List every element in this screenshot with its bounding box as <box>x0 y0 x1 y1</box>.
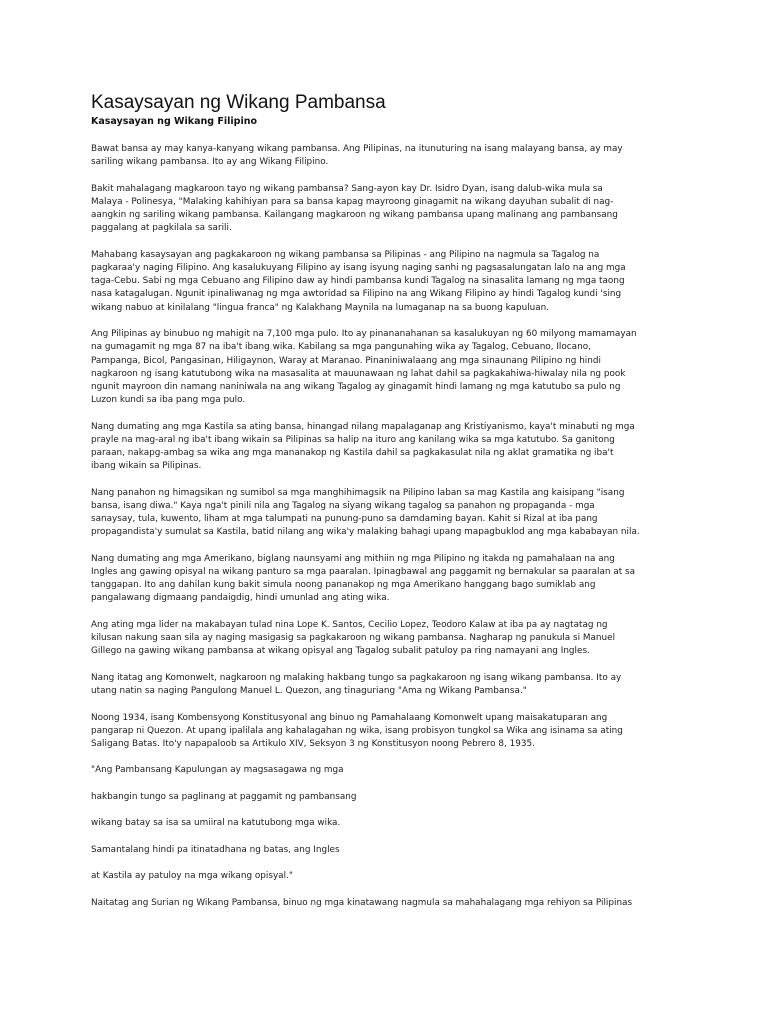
paragraph-line: paraan, nakapg-ambag sa wika ang mga mananakop ng Kastila dahil sa pagkakasulat nila ng aklat gramatika ng iba't <box>91 448 614 459</box>
paragraph-line: ibang wikain sa Pilipinas. <box>91 461 202 472</box>
paragraph-line: tanggapan. Ito ang dahilan kung bakit simula noong pananakop ng mga Amerikano hanggang bago sumiklab ang <box>91 580 596 591</box>
paragraph-line: bansa, isang diwa." Kaya nga't pinili nila ang Tagalog na siyang wikang tagalog sa panahon ng propaganda - mga <box>91 500 595 511</box>
body-paragraph <box>91 143 691 169</box>
paragraph-line: nagkaroon ng isang katutubong wika na masasalita at mauunawaan ng lahat dahil sa pagkakahiwa-hiwalay nila ng pook <box>91 368 626 379</box>
quote-line: "Ang Pambansang Kapulungan ay magsasagawa ng mga <box>91 765 344 776</box>
document-body <box>91 143 691 910</box>
quote-line: at Kastila ay patuloy na mga wikang opisyal." <box>91 871 293 882</box>
paragraph-line: Nang itatag ang Komonwelt, nagkaroon ng malaking hakbang tungo sa pagkakaroon ng isang wikang pambansa. Ito ay <box>91 672 622 683</box>
paragraph-line: Noong 1934, isang Kombensyong Konstitusyonal ang binuo ng Pamahalaang Komonwelt upang maisakatuparan ang <box>91 712 608 723</box>
paragraph-line: kilusan nakung saan sila ay naging masigasig sa pagkakaroon ng wikang pambansa. Nagharap ng panukula si Manuel <box>91 633 616 644</box>
body-paragraph <box>91 249 691 315</box>
paragraph-line: nasa katagalugan. Ngunit ipinaliwanag ng mga awtoridad sa Filipino na ang Wikang Filipino ay hindi Tagalog kundi 'sing <box>91 289 622 300</box>
final-paragraph-line: Naitatag ang Surian ng Wikang Pambansa, binuo ng mga kinatawang nagmula sa mahahalagang mga rehiyon sa Pilipinas <box>91 897 633 908</box>
paragraph-line: Nang dumating ang mga Amerikano, biglang naunsyami ang mithiin ng mga Pilipino ng itakda ng pamahalaan na ang <box>91 553 615 564</box>
paragraph-line: aangkin ng sariling wikang pambansa. Kailangang magkaroon ng wikang pambansa upang malinang ang pambansang <box>91 210 618 221</box>
body-paragraph <box>91 712 691 752</box>
body-paragraph <box>91 672 691 698</box>
paragraph-line: Ang Pilipinas ay binubuo ng mahigit na 7,100 mga pulo. Ito ay pinananahanan sa kasalukuyan ng 60 milyong mamamayan <box>91 329 637 340</box>
paragraph-line: Ang ating mga lider na makabayan tulad nina Lope K. Santos, Cecilio Lopez, Teodoro Kalaw at iba pa ay nagtatag ng <box>91 619 608 630</box>
body-paragraph <box>91 421 691 474</box>
body-paragraph <box>91 619 691 659</box>
body-paragraph <box>91 487 691 540</box>
paragraph-line: utang natin sa naging Pangulong Manuel L. Quezon, ang tinaguriang "Ama ng Wikang Pambansa." <box>91 686 527 697</box>
quote-line: wikang batay sa isa sa umiiral na katutubong mga wika. <box>91 818 341 829</box>
paragraph-line: taga-Cebu. Sabi ng mga Cebuano ang Filipino daw ay hindi pambansa kundi Tagalog na sinasalita lamang ng mga taong <box>91 276 625 287</box>
page-subtitle: Kasaysayan ng Wikang Filipino <box>91 116 257 127</box>
quote-line: hakbangin tungo sa paglinang at paggamit ng pambansang <box>91 791 357 802</box>
paragraph-line: Nang panahon ng himagsikan ng sumibol sa mga manghihimagsik na Pilipino laban sa mag Kastila ang kaisipang "isang <box>91 487 625 498</box>
page-title: Kasaysayan ng Wikang Pambansa <box>91 92 386 113</box>
paragraph-line: Luzon kundi sa iba pang mga pulo. <box>91 395 246 406</box>
paragraph-line: Pampanga, Bicol, Pangasinan, Hiligaynon, Waray at Maranao. Pinaniniwalaang ang mga sinaunang Pilipino ng hindi <box>91 355 601 366</box>
paragraph-line: Mahabang kasaysayan ang pagkakaroon ng wikang pambansa sa Pilipinas - ang Pilipino na nagmula sa Tagalog na <box>91 249 600 260</box>
document-page <box>91 92 691 923</box>
paragraph-line: Gillego na gawing wikang pambansa at wikang opisyal ang Tagalog subalit patuloy pa ring namayani ang Ingles. <box>91 646 590 657</box>
paragraph-line: prayle na mag-aral ng iba't ibang wikain sa Pilipinas sa halip na ituro ang kanilang wika sa mga katutubo. Sa ganitong <box>91 434 615 445</box>
paragraph-line: Nang dumating ang mga Kastila sa ating bansa, hinangad nilang mapalaganap ang Kristiyanismo, kaya't minabuti ng mga <box>91 421 635 432</box>
paragraph-line: paggalang at pagkilala sa sarili. <box>91 223 232 234</box>
paragraph-line: sariling wikang pambansa. Ito ay ang Wikang Filipino. <box>91 157 329 168</box>
body-paragraph <box>91 183 691 236</box>
paragraph-line: Bakit mahalagang magkaroon tayo ng wikang pambansa? Sang-ayon kay Dr. Isidro Dyan, isang dalub-wika mula sa <box>91 183 603 194</box>
paragraph-line: Bawat bansa ay may kanya-kanyang wikang pambansa. Ang Pilipinas, na itunuturing na isang malayang bansa, ay may <box>91 144 623 154</box>
paragraph-line: wikang nabuo at kinilalang "lingua franca" ng Kalakhang Maynila na lumaganap na sa buong kapuluan. <box>91 302 550 313</box>
paragraph-line: Saligang Batas. Ito'y napapaloob sa Artikulo XIV, Seksyon 3 ng Konstitusyon noong Pebrero 8, 1935. <box>91 738 535 749</box>
body-paragraph <box>91 328 691 407</box>
body-paragraph <box>91 553 691 606</box>
paragraph-line: pagkaraa'y naging Filipino. Ang kasalukuyang Filipino ay isang isyung naging sanhi ng pagsasalungatan lalo na ang mga <box>91 263 626 274</box>
paragraph-line: pangarap ni Quezon. At upang ipalilala ang kahalagahan ng wika, isang probisyon tungkol sa Wika ang isinama sa ating <box>91 725 623 736</box>
paragraph-line: Malaya - Polinesya, "Malaking kahihiyan para sa bansa kapag mayroong ginagamit na wikang dayuhan subalit di nag- <box>91 196 614 207</box>
paragraph-line: na gumagamit ng mga 87 na iba't ibang wika. Kabilang sa mga pangunahing wika ay Tagalog, Cebuano, Ilocano, <box>91 342 591 353</box>
quote-line: Samantalang hindi pa itinatadhana ng batas, ang Ingles <box>91 844 340 855</box>
paragraph-line: ngunit mayroon din namang naniniwala na ang wikang Tagalog ay ginagamit hindi lamang ng mga katutubo sa pulo ng <box>91 381 621 392</box>
paragraph-line: propagandista'y sumulat sa Kastila, batid nilang ang wika'y malaking bahagi upang mapagbuklod ang mga kababayan nila. <box>91 527 640 538</box>
paragraph-line: sanaysay, tula, kuwento, liham at mga talumpati na punung-puno sa damdaming bayan. Kahit si Rizal at iba pang <box>91 514 598 525</box>
paragraph-line: pangalawang digmaang pandaigdig, hindi umunlad ang ating wika. <box>91 593 390 604</box>
paragraph-line: Ingles ang gawing opisyal na wikang panturo sa mga paaralan. Ipinagbawal ang paggamit ng bernakular sa paaralan at sa <box>91 567 636 578</box>
